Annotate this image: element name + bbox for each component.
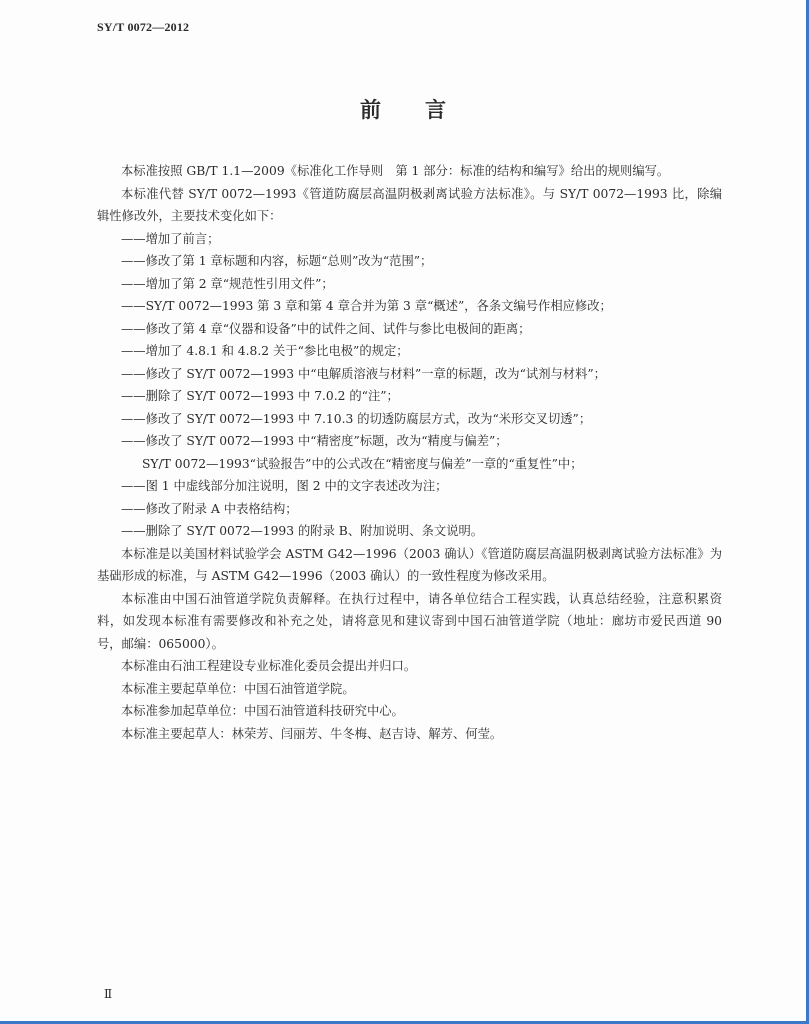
change-item: ——删除了 SY/T 0072—1993 的附录 B、附加说明、条文说明。	[121, 524, 484, 538]
paragraph-basis: 本标准按照 GB/T 1.1—2009《标准化工作导则 第 1 部分：标准的结构和编写》给出的规则编写。	[121, 164, 670, 178]
change-item: ——增加了前言；	[121, 231, 220, 246]
change-item: ——修改了 SY/T 0072—1993 中“精密度”标题，改为“精度与偏差”；	[121, 434, 508, 448]
change-item: ——增加了 4.8.1 和 4.8.2 关于“参比电极”的规定；	[121, 344, 409, 358]
change-item: ——图 1 中虚线部分加注说明，图 2 中的文字表述改为注；	[121, 479, 448, 493]
paragraph-proposer: 本标准由石油工程建设专业标准化委员会提出并归口。	[121, 659, 417, 673]
change-item: ——SY/T 0072—1993 第 3 章和第 4 章合并为第 3 章“概述”，各条文编号作相应修改；	[121, 299, 612, 313]
change-item: ——修改了 SY/T 0072—1993 中“电解质溶液与材料”一章的标题，改为“试剂与材料”；	[121, 366, 606, 381]
change-item: ——修改了附录 A 中表格结构；	[121, 501, 298, 516]
paragraph-adoption: 本标准是以美国材料试验学会 ASTM G42—1996（2003 确认）《管道防腐层高温阴极剥离试验方法标准》为基础形成的标准，与 ASTM G42—1996（2003 确认）的一致性程度为修改采用。	[97, 546, 722, 583]
paragraph-participating-unit: 本标准参加起草单位：中国石油管道科技研究中心。	[121, 704, 404, 718]
paragraph-main-drafter-unit: 本标准主要起草单位：中国石油管道学院。	[121, 681, 355, 696]
change-item-continuation: SY/T 0072—1993“试验报告”中的公式改在“精密度与偏差”一章的“重复性”中；	[142, 456, 583, 471]
change-item: ——删除了 SY/T 0072—1993 中 7.0.2 的“注”；	[121, 389, 399, 403]
page-title: 前言	[360, 97, 490, 122]
paragraph-drafters: 本标准主要起草人：林荣芳、闫丽芳、牛冬梅、赵吉诗、解芳、何莹。	[121, 726, 503, 741]
standard-number-header: SY/T 0072—2012	[97, 20, 190, 34]
change-item: ——修改了第 4 章“仪器和设备”中的试件之间、试件与参比电极间的距离；	[121, 321, 531, 336]
change-item: ——修改了第 1 章标题和内容，标题“总则”改为“范围”；	[121, 254, 433, 268]
paragraph-replacement: 本标准代替 SY/T 0072—1993《管道防腐层高温阴极剥离试验方法标准》。与 SY/T 0072—1993 比，除编辑性修改外，主要技术变化如下：	[97, 186, 722, 223]
change-item: ——增加了第 2 章“规范性引用文件”；	[121, 276, 334, 291]
foreword-body	[97, 160, 722, 745]
change-item: ——修改了 SY/T 0072—1993 中 7.10.3 的切透防腐层方式，改为“米形交叉切透”；	[121, 411, 592, 426]
page-number: Ⅱ	[104, 987, 113, 1001]
paragraph-interpretation: 本标准由中国石油管道学院负责解释。在执行过程中，请各单位结合工程实践，认真总结经验，注意积累资料，如发现本标准有需要修改和补充之处，请将意见和建议寄到中国石油管道学院（地址：廊坊市爱民西道 90 号，邮编：065000）。	[97, 591, 722, 651]
